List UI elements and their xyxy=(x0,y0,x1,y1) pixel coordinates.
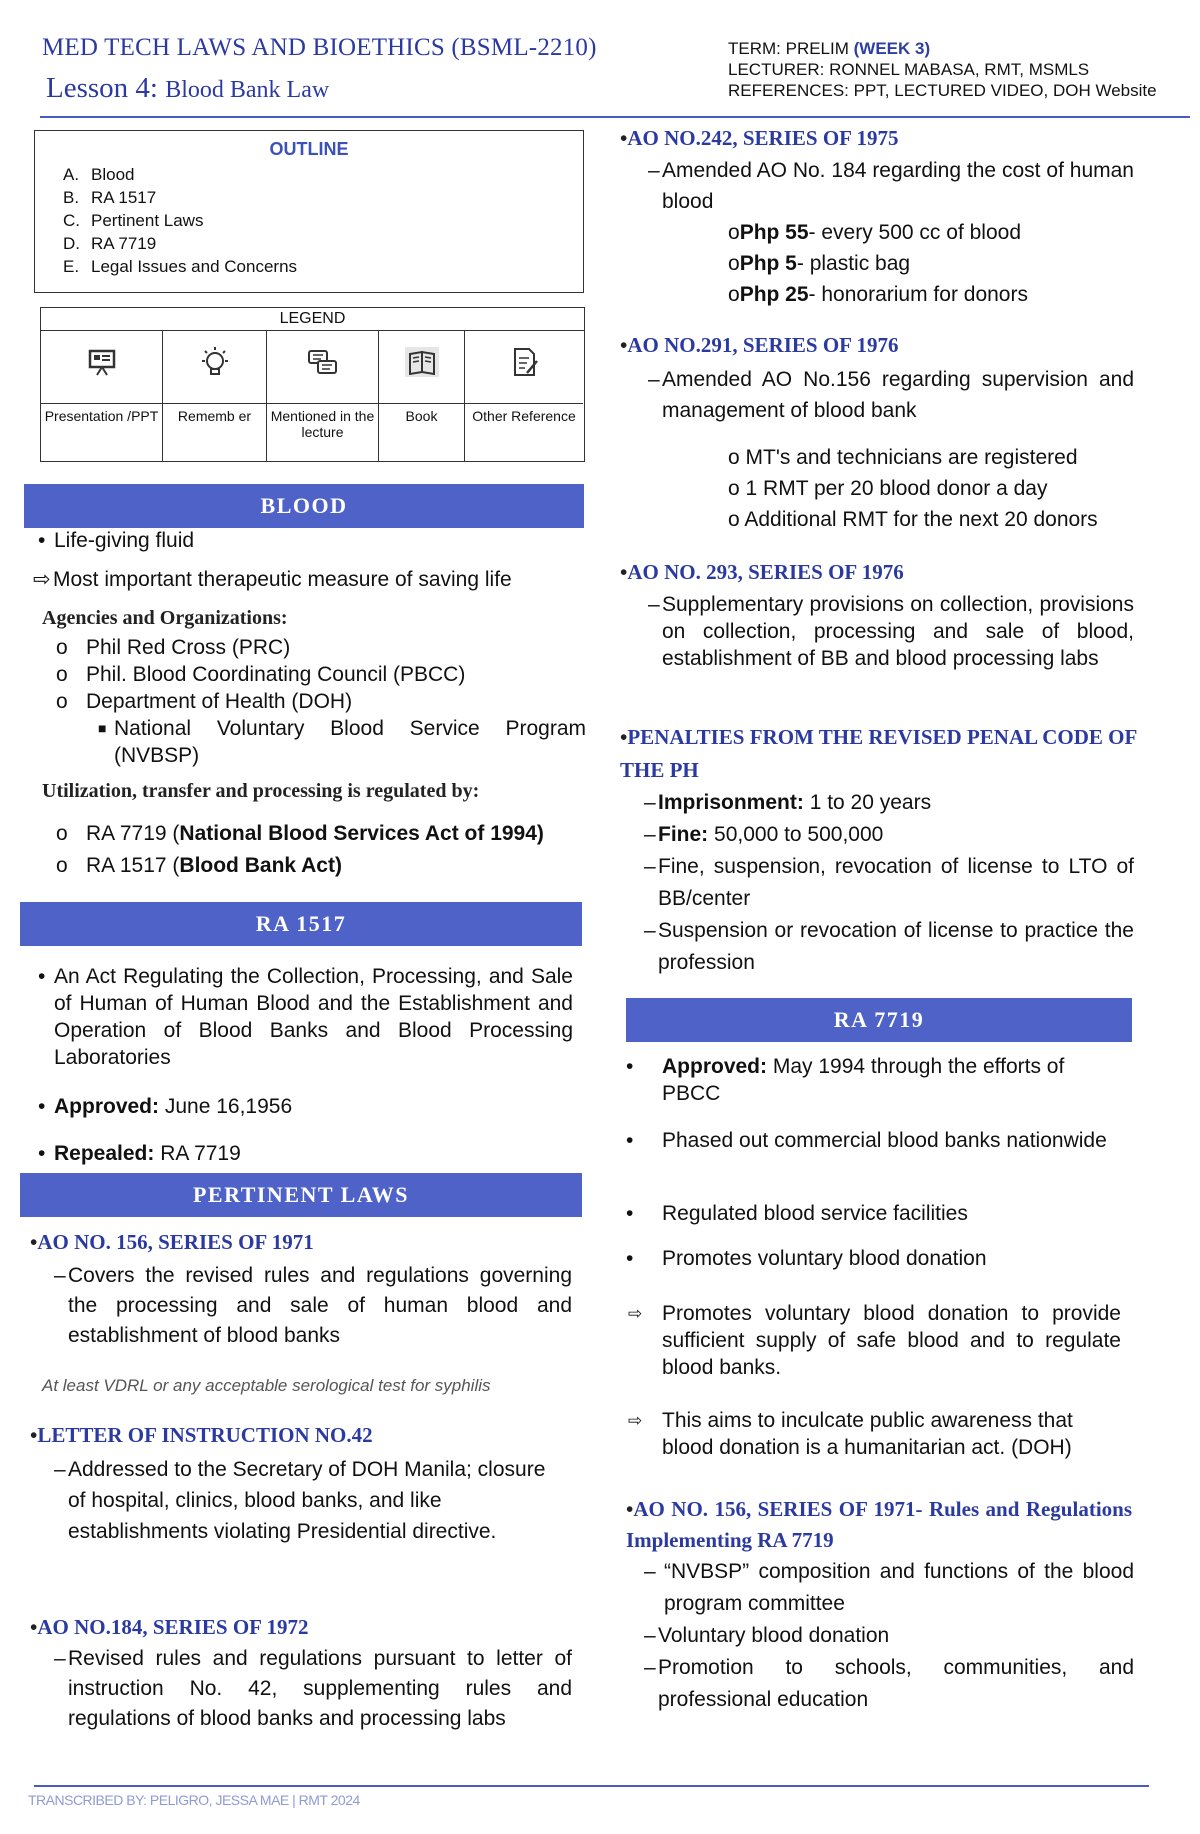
outline-letter: A. xyxy=(63,165,80,184)
footer-rule xyxy=(34,1785,1149,1787)
lecturer-line: LECTURER: RONNEL MABASA, RMT, MSMLS xyxy=(728,60,1090,79)
regulation-text: RA 1517 ( xyxy=(86,854,180,877)
legend-label: Mentioned in the lecture xyxy=(267,403,378,463)
penalty-value: 50,000 to 500,000 xyxy=(714,823,884,846)
lightbulb-icon xyxy=(163,345,266,390)
presentation-icon xyxy=(41,345,162,388)
heading-text: PENALTIES FROM THE REVISED PENAL CODE OF THE PH xyxy=(620,725,1137,782)
legend-label: Presentation /PPT xyxy=(41,403,162,463)
term-label: TERM: PRELIM xyxy=(728,39,849,58)
outline-letter: E. xyxy=(63,257,80,276)
outline-text: Pertinent Laws xyxy=(91,211,204,230)
utilization-heading: Utilization, transfer and processing is regulated by: xyxy=(42,780,480,802)
rules-text: Promotion to schools, communities, and professional education xyxy=(658,1656,1134,1711)
detail-text: Addressed to the Secretary of DOH Manila; closure of hospital, clinics, blood banks, and like establishments violating Presidential directive. xyxy=(68,1458,546,1543)
ao291-subitem: o Additional RMT for the next 20 donors xyxy=(728,508,1098,531)
outline-item xyxy=(63,255,297,278)
ra7719-bullet-approved: • Approved: May 1994 through the efforts of PBCC xyxy=(626,1055,1065,1105)
outline-text: RA 1517 xyxy=(91,188,157,207)
ra7719-bullet-promotes: • Promotes voluntary blood donation xyxy=(626,1245,1121,1272)
detail-text: Amended AO No.156 regarding supervision and management of blood bank xyxy=(662,368,1134,422)
ao293-heading: •AO NO. 293, SERIES OF 1976 xyxy=(620,560,904,584)
cost-item: oPhp 55- every 500 cc of blood xyxy=(728,221,1021,244)
blood-bullet-2 xyxy=(33,566,593,593)
outline-letter: D. xyxy=(63,234,80,253)
book-icon xyxy=(379,345,464,388)
header-rule xyxy=(40,116,1190,118)
legend-title: LEGEND xyxy=(41,308,584,331)
agency-text: Phil Red Cross (PRC) xyxy=(86,636,291,659)
ao156-rules-list xyxy=(644,1556,1134,1716)
outline-title: OUTLINE xyxy=(269,139,349,159)
heading-text: AO NO. 156, SERIES OF 1971 xyxy=(37,1230,314,1254)
agency-text: Phil. Blood Coordinating Council (PBCC) xyxy=(86,663,466,686)
subitem-text: 1 RMT per 20 blood donor a day xyxy=(745,477,1048,500)
section-banner-pertinent: PERTINENT LAWS xyxy=(20,1173,582,1217)
ao156-detail: – Covers the revised rules and regulations governing the processing and sale of human blood and establishment of blood banks xyxy=(54,1261,572,1351)
bullet-text: Most important therapeutic measure of saving life xyxy=(53,568,512,591)
approved-label: Approved: xyxy=(54,1095,159,1118)
repealed-label: Repealed: xyxy=(54,1142,155,1165)
document-icon xyxy=(465,345,583,388)
cost-desc: - every 500 cc of blood xyxy=(808,221,1021,244)
penalty-text: Suspension or revocation of license to practice the profession xyxy=(658,919,1134,974)
lesson-name: Blood Bank Law xyxy=(165,77,330,103)
cost-item: oPhp 25- honorarium for donors xyxy=(728,283,1028,306)
regulation-bold: Blood Bank Act) xyxy=(179,854,342,877)
term-week: (WEEK 3) xyxy=(853,39,931,58)
ao291-subitem: o MT's and technicians are registered xyxy=(728,446,1078,469)
legend-label: Other Reference xyxy=(465,403,583,463)
legend-table xyxy=(40,307,585,462)
cost-amount: Php 5 xyxy=(739,252,797,275)
section-banner-ra7719: RA 7719 xyxy=(626,998,1132,1042)
outline-list xyxy=(63,163,297,278)
penalty-item: – Fine, suspension, revocation of license to LTO of BB/center xyxy=(644,851,1134,915)
arrow-icon: ⇨ xyxy=(33,568,51,591)
outline-text: Blood xyxy=(91,165,135,184)
heading-text: AO NO. 156, SERIES OF 1971- Rules and Regulations Implementing RA 7719 xyxy=(626,1497,1132,1552)
outline-text: Legal Issues and Concerns xyxy=(91,257,298,276)
section-banner-blood: BLOOD xyxy=(24,484,584,528)
agency-item: o Phil Red Cross (PRC) xyxy=(56,636,291,659)
note-text: This aims to inculcate public awareness that blood donation is a humanitarian act. (DOH) xyxy=(662,1409,1073,1459)
chat-icon xyxy=(267,345,378,390)
bullet-text: Regulated blood service facilities xyxy=(662,1202,968,1225)
note-text: Promotes voluntary blood donation to provide sufficient supply of safe blood and to regulate blood banks. xyxy=(662,1302,1121,1379)
ra7719-lecture-note-2 xyxy=(628,1407,1121,1461)
references-line: REFERENCES: PPT, LECTURED VIDEO, DOH Website xyxy=(728,81,1157,100)
loi-heading: •LETTER OF INSTRUCTION NO.42 xyxy=(30,1423,373,1447)
nvbsp-text: National Voluntary Blood Service Program (NVBSP) xyxy=(114,717,586,767)
legend-cell-mentioned xyxy=(267,331,379,461)
legend-cell-presentation xyxy=(41,331,163,461)
ao156-note: At least VDRL or any acceptable serological test for syphilis xyxy=(42,1376,491,1395)
heading-text: AO NO. 293, SERIES OF 1976 xyxy=(627,560,904,584)
outline-letter: C. xyxy=(63,211,80,230)
course-title: MED TECH LAWS AND BIOETHICS (BSML-2210) xyxy=(42,34,597,61)
rules-item: – “NVBSP” composition and functions of the blood program committee xyxy=(644,1556,1134,1620)
regulation-item-1: o RA 7719 (National Blood Services Act of 1994) xyxy=(56,822,544,845)
approved-value: May 1994 through the efforts of PBCC xyxy=(662,1055,1065,1105)
transcriber-footer: TRANSCRIBED BY: PELIGRO, JESSA MAE | RMT 2024 xyxy=(28,1792,360,1808)
penalty-value: 1 to 20 years xyxy=(809,791,932,814)
ao242-detail: – Amended AO No. 184 regarding the cost of human blood xyxy=(648,155,1134,217)
detail-text: Revised rules and regulations pursuant to letter of instruction No. 42, supplementing rules and regulations of blood banks and processing labs xyxy=(68,1647,572,1730)
bullet-text: Phased out commercial blood banks nationwide xyxy=(662,1129,1107,1152)
penalties-list xyxy=(644,787,1134,979)
approved-value: June 16,1956 xyxy=(164,1095,293,1118)
cost-amount: Php 55 xyxy=(739,221,809,244)
agency-item: o Department of Health (DOH) xyxy=(56,690,353,713)
cost-desc: - plastic bag xyxy=(796,252,911,275)
legend-cell-remember xyxy=(163,331,267,461)
rules-text: “NVBSP” composition and functions of the blood program committee xyxy=(664,1560,1134,1615)
agencies-heading: Agencies and Organizations: xyxy=(42,607,288,629)
ao291-heading: •AO NO.291, SERIES OF 1976 xyxy=(620,333,899,357)
cost-item: oPhp 5- plastic bag xyxy=(728,252,911,275)
ra1517-description: • An Act Regulating the Collection, Processing, and Sale of Human of Human Blood and the Establishment and Operation of Blood Banks and Blood Processing Laboratories xyxy=(38,965,573,1069)
ao156-heading: •AO NO. 156, SERIES OF 1971 xyxy=(30,1230,314,1254)
ao184-heading: •AO NO.184, SERIES OF 1972 xyxy=(30,1615,309,1639)
regulation-text: RA 7719 ( xyxy=(86,822,180,845)
lesson-title xyxy=(46,72,329,105)
legend-cell-book xyxy=(379,331,465,461)
heading-text: AO NO.242, SERIES OF 1975 xyxy=(627,126,899,150)
outline-item xyxy=(63,232,297,255)
ao156-rules-heading: •AO NO. 156, SERIES OF 1971- Rules and Regulations Implementing RA 7719 xyxy=(626,1497,1132,1552)
penalty-item: – Fine: 50,000 to 500,000 xyxy=(644,823,884,846)
detail-text: Supplementary provisions on collection, provisions on collection, processing and sale of blood, establishment of BB and blood processing labs xyxy=(662,593,1134,670)
outline-item xyxy=(63,186,297,209)
lesson-label: Lesson 4: xyxy=(46,72,158,104)
rules-item: – Voluntary blood donation xyxy=(644,1620,1134,1652)
legend-label: Book xyxy=(379,403,464,463)
detail-text: Covers the revised rules and regulations governing the processing and sale of human blood and establishment of blood banks xyxy=(68,1264,572,1347)
bullet-text: Life-giving fluid xyxy=(54,529,195,552)
outline-box xyxy=(34,130,584,293)
ra7719-lecture-note-1 xyxy=(628,1300,1121,1381)
chat-icon: ⇨ xyxy=(628,1304,643,1323)
penalty-label: Imprisonment: xyxy=(658,791,804,814)
term-line xyxy=(728,38,1157,59)
rules-item: – Promotion to schools, communities, and professional education xyxy=(644,1652,1134,1716)
approved-label: Approved: xyxy=(662,1055,767,1078)
agency-text: Department of Health (DOH) xyxy=(86,690,353,713)
penalty-text: Fine, suspension, revocation of license to LTO of BB/center xyxy=(658,855,1134,910)
loi-detail: – Addressed to the Secretary of DOH Manila; closure of hospital, clinics, blood banks, and like establishments violating Presidential directive. xyxy=(54,1454,554,1547)
ra1517-desc-text: An Act Regulating the Collection, Processing, and Sale of Human of Human Blood and the Establishment and Operation of Blood Banks and Blood Processing Laboratories xyxy=(54,965,573,1069)
blood-bullet-1: • Life-giving fluid xyxy=(38,529,195,552)
ao291-subitem: o 1 RMT per 20 blood donor a day xyxy=(728,477,1048,500)
bullet-text: Promotes voluntary blood donation xyxy=(662,1247,987,1270)
ao184-detail: – Revised rules and regulations pursuant to letter of instruction No. 42, supplementing rules and regulations of blood banks and processing labs xyxy=(54,1644,572,1734)
agencies-list xyxy=(56,634,586,715)
ra1517-approved: • Approved: June 16,1956 xyxy=(38,1095,293,1118)
cost-desc: - honorarium for donors xyxy=(808,283,1028,306)
outline-letter: B. xyxy=(63,188,80,207)
chat-icon: ⇨ xyxy=(628,1411,643,1430)
ra7719-bullet-phased: • Phased out commercial blood banks nationwide xyxy=(626,1127,1121,1154)
ao291-sublist xyxy=(728,442,1148,535)
cost-list xyxy=(728,217,1148,310)
nvbsp-item: ■ National Voluntary Blood Service Program (NVBSP) xyxy=(98,717,586,767)
heading-text: AO NO.291, SERIES OF 1976 xyxy=(627,333,899,357)
agency-item: o Phil. Blood Coordinating Council (PBCC) xyxy=(56,663,466,686)
section-banner-ra1517: RA 1517 xyxy=(20,902,582,946)
subitem-text: Additional RMT for the next 20 donors xyxy=(744,508,1098,531)
ao291-detail: – Amended AO No.156 regarding supervision and management of blood bank xyxy=(648,364,1134,426)
rules-text: Voluntary blood donation xyxy=(658,1624,890,1647)
repealed-value: RA 7719 xyxy=(160,1142,241,1165)
ao293-detail: – Supplementary provisions on collection, provisions on collection, processing and sale of blood, establishment of BB and blood processing labs xyxy=(648,593,1134,670)
heading-text: AO NO.184, SERIES OF 1972 xyxy=(37,1615,309,1639)
penalty-label: Fine: xyxy=(658,823,709,846)
regulation-bold: National Blood Services Act of 1994) xyxy=(179,822,544,845)
ra7719-bullet-regulated: • Regulated blood service facilities xyxy=(626,1200,1121,1227)
ra1517-repealed: • Repealed: RA 7719 xyxy=(38,1142,241,1165)
heading-text: LETTER OF INSTRUCTION NO.42 xyxy=(37,1423,373,1447)
outline-item xyxy=(63,209,297,232)
cost-amount: Php 25 xyxy=(739,283,809,306)
outline-text: RA 7719 xyxy=(91,234,157,253)
detail-text: Amended AO No. 184 regarding the cost of human blood xyxy=(662,159,1134,213)
penalty-item: – Suspension or revocation of license to practice the profession xyxy=(644,915,1134,979)
regulation-item-2: o RA 1517 (Blood Bank Act) xyxy=(56,854,342,877)
lesson-meta xyxy=(728,38,1157,101)
subitem-text: MT's and technicians are registered xyxy=(745,446,1078,469)
legend-label: Rememb er xyxy=(163,403,266,463)
legend-cell-other xyxy=(465,331,583,461)
ao242-heading: •AO NO.242, SERIES OF 1975 xyxy=(620,126,899,150)
outline-item xyxy=(63,163,297,186)
penalties-heading: •PENALTIES FROM THE REVISED PENAL CODE OF THE PH xyxy=(620,725,1137,782)
penalty-item: – Imprisonment: 1 to 20 years xyxy=(644,791,932,814)
legend-cells xyxy=(41,331,584,461)
